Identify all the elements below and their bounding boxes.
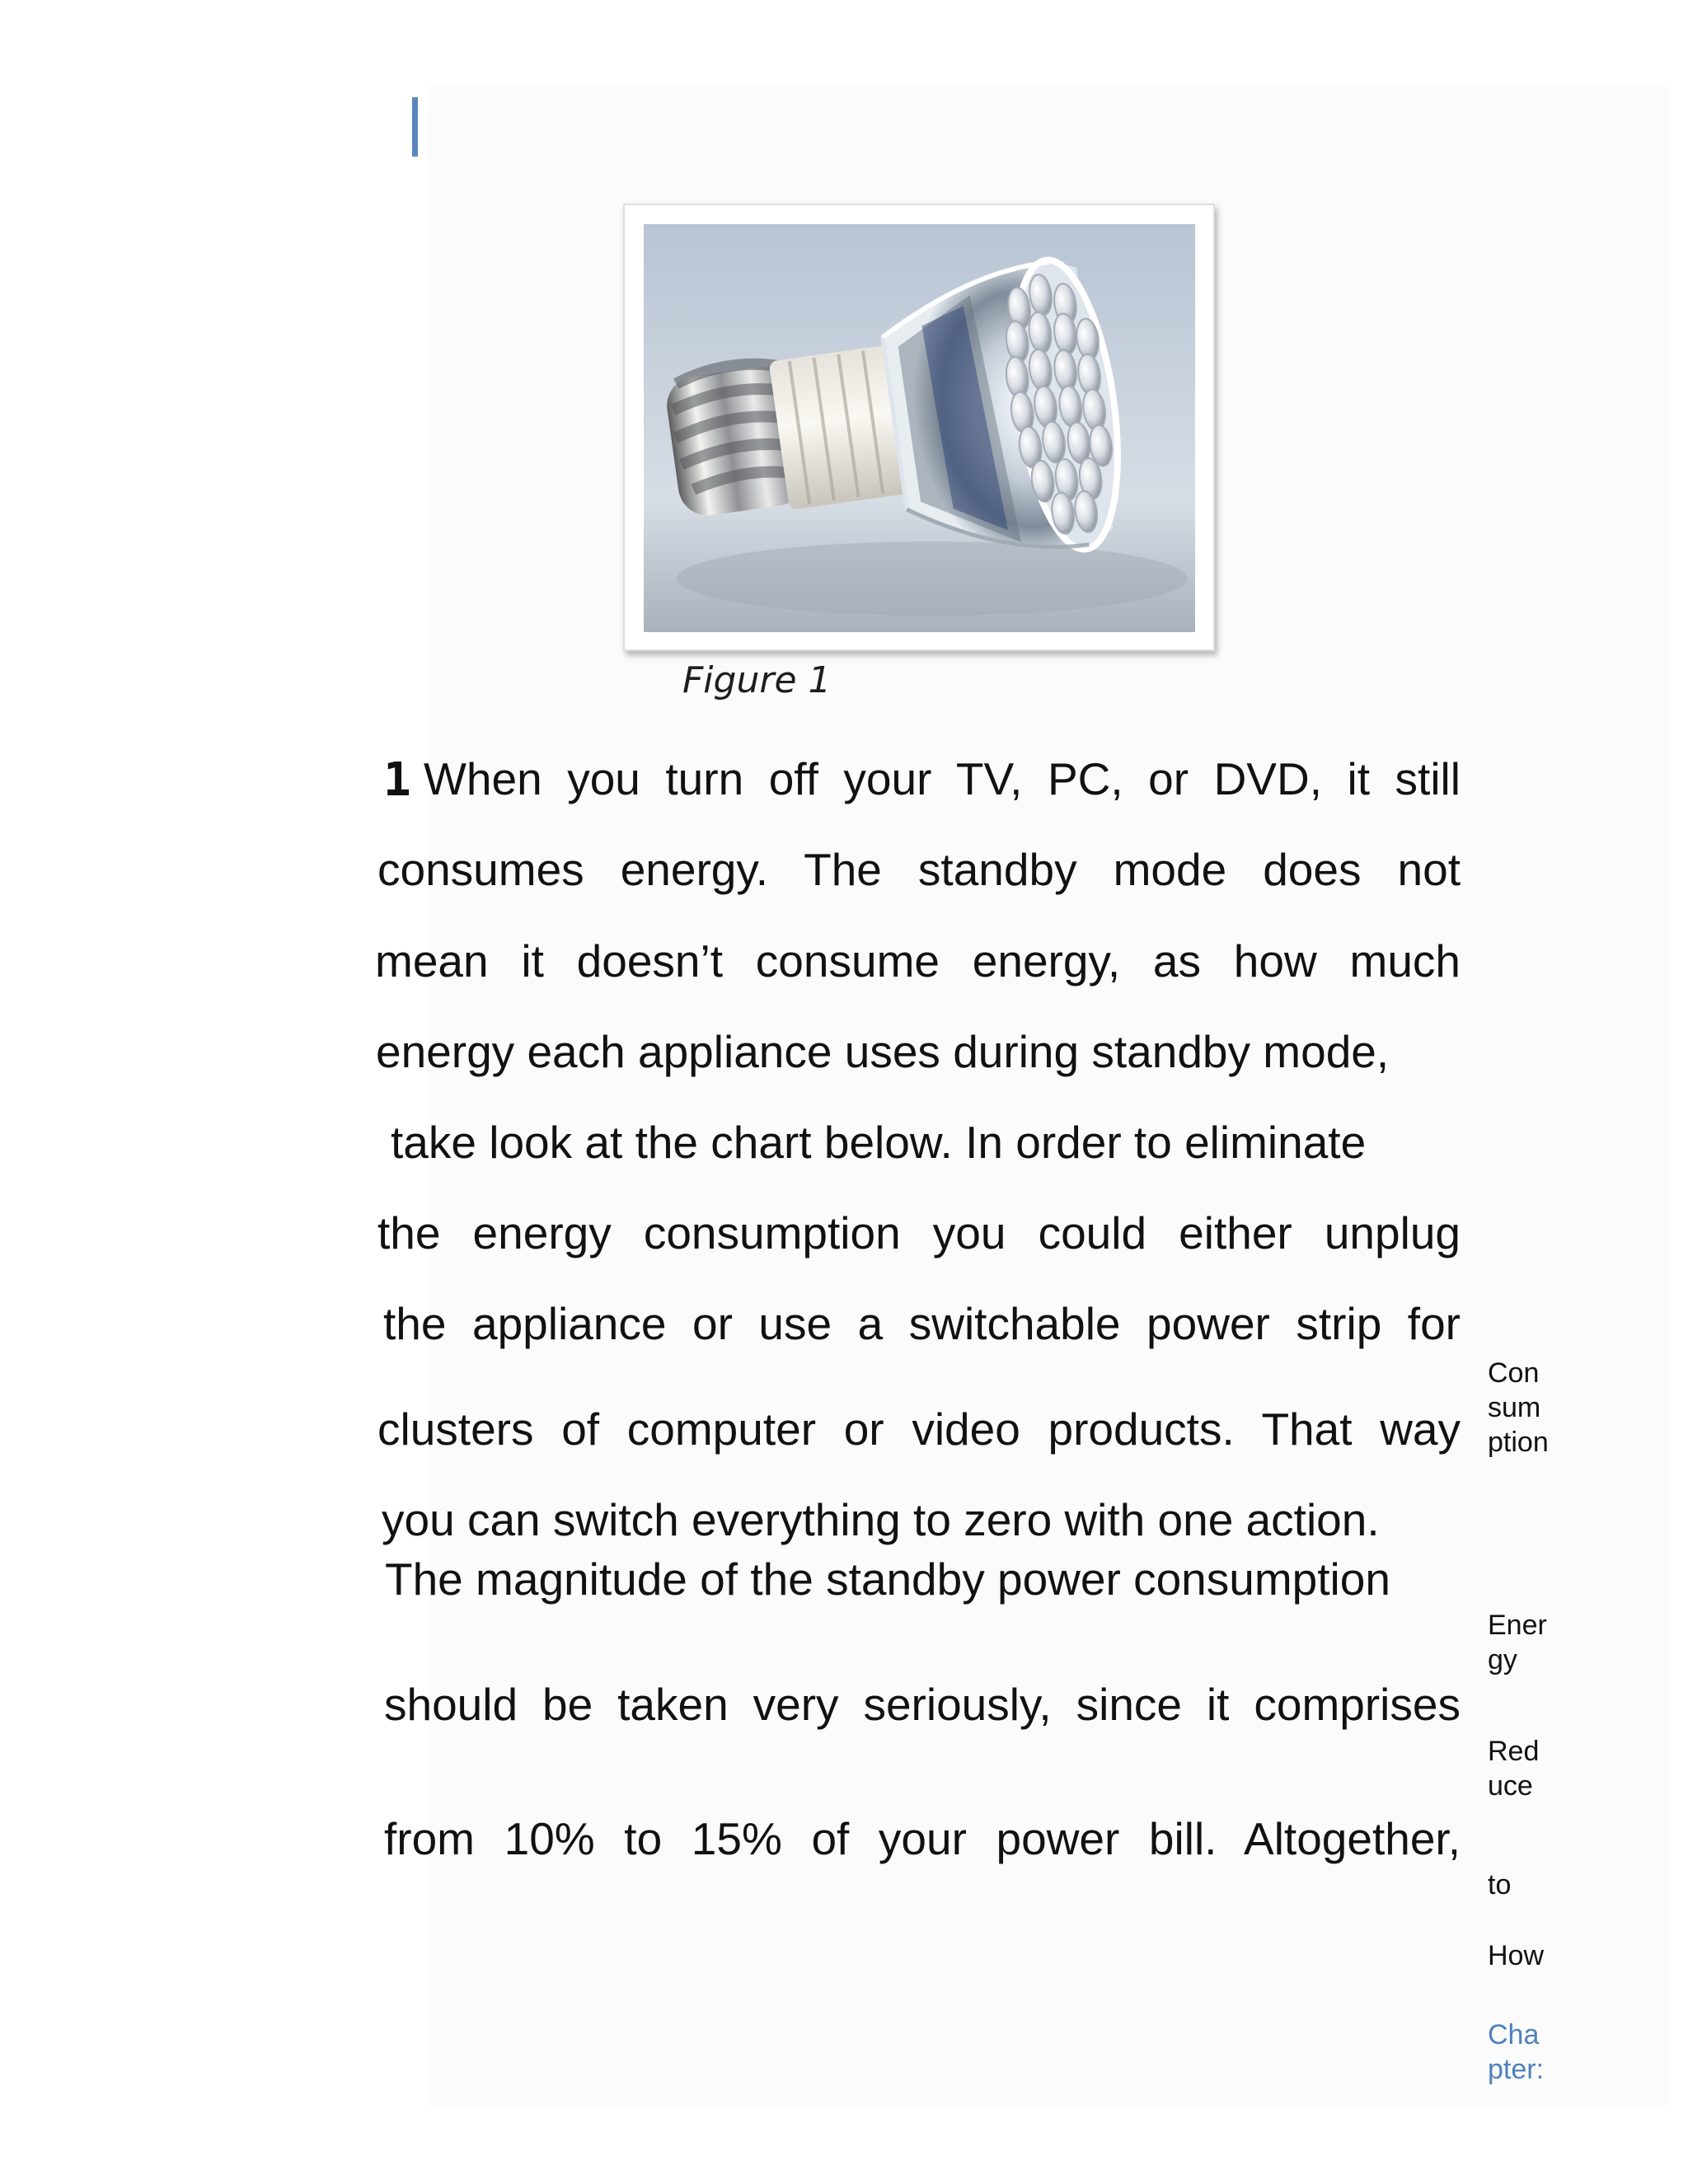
paragraph-line: take look at the chart below. In order to eliminate (391, 1117, 1367, 1168)
paragraph-line: from 10% to 15% of your power bill. Altogether, (384, 1813, 1461, 1864)
chapter-link[interactable]: Cha pter: (1488, 2019, 1545, 2085)
margin-note-reduce: Red uce (1488, 1736, 1540, 1802)
text-cursor-marker (412, 97, 418, 157)
margin-note-consumption: Con sum ption (1488, 1357, 1549, 1458)
paragraph-line: The magnitude of the standby power consumption (385, 1554, 1390, 1605)
margin-note-how: How (1488, 1940, 1545, 1971)
paragraph-line: you can switch everything to zero with one action. (382, 1494, 1380, 1545)
led-bulb-illustration (644, 224, 1195, 632)
paragraph-marker: 1 (383, 753, 411, 807)
paragraph-line: consumes energy. The standby mode does not (377, 844, 1461, 895)
margin-note-to: to (1488, 1869, 1512, 1900)
margin-note-energy: Ener gy (1488, 1610, 1547, 1675)
figure-frame (623, 204, 1215, 651)
paragraph-line: the energy consumption you could either unplug (377, 1207, 1461, 1258)
paragraph-line: mean it doesn’t consume energy, as how much (375, 935, 1461, 987)
paragraph-line: the appliance or use a switchable power strip for (383, 1298, 1461, 1349)
figure-caption: Figure 1 (682, 659, 832, 701)
paragraph-line: should be taken very seriously, since it comprises (384, 1679, 1461, 1730)
led-bulb-image (644, 224, 1195, 632)
paragraph-line: energy each appliance uses during standby mode, (376, 1026, 1390, 1077)
paragraph-line: When you turn off your TV, PC, or DVD, it still (424, 753, 1461, 804)
paragraph-line: clusters of computer or video products. That way (377, 1404, 1461, 1455)
